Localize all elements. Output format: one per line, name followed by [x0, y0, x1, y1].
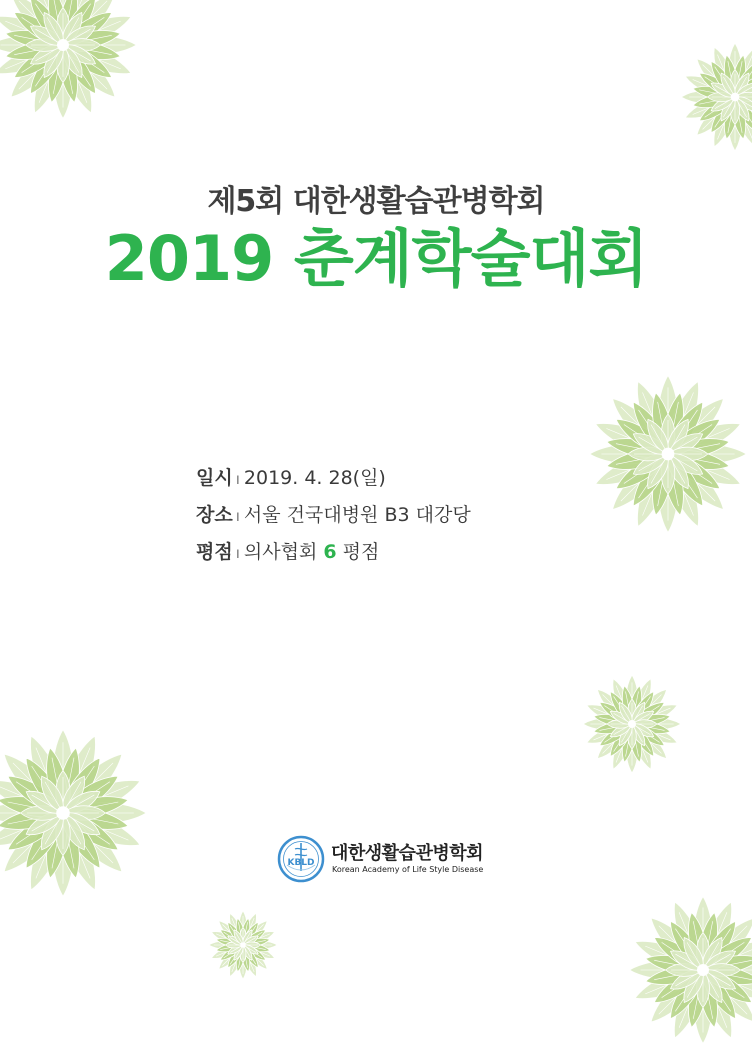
separator: ı	[235, 544, 240, 562]
info-value-suffix: 평점	[336, 541, 380, 563]
info-row-date	[196, 460, 471, 497]
event-title: 2019 춘계학술대회	[104, 222, 648, 295]
credit-count: 6	[323, 541, 337, 563]
info-label: 일시	[196, 467, 233, 489]
flower-decoration-top-left	[0, 0, 138, 120]
info-label: 장소	[196, 504, 233, 526]
flower-decoration-lower-left	[0, 728, 148, 898]
logo-text: KBLD	[287, 858, 315, 868]
flower-center	[662, 448, 675, 461]
flower-center	[697, 964, 709, 976]
flower-decoration-bottom-small	[208, 910, 278, 980]
flower-center	[240, 942, 246, 948]
info-row-credits	[196, 534, 471, 571]
event-subtitle: 제5회 대한생활습관병학회	[207, 184, 545, 219]
organization-name-english: Korean Academy of Life Style Disease	[332, 865, 484, 874]
info-label: 평점	[196, 541, 233, 563]
info-value: 2019. 4. 28(일)	[243, 467, 386, 489]
info-row-venue	[196, 497, 471, 534]
flower-center	[628, 720, 636, 728]
flower-decoration-bottom-right	[628, 895, 752, 1045]
separator: ı	[235, 507, 240, 525]
flower-center	[731, 93, 740, 102]
organization-name: 대한생활습관병학회	[331, 843, 483, 864]
flower-center	[57, 39, 69, 51]
kbld-logo-icon	[277, 835, 325, 883]
event-info	[196, 460, 471, 571]
separator: ı	[235, 470, 240, 488]
flower-decoration-middle-right	[588, 374, 748, 534]
flower-decoration-top-right	[680, 42, 752, 152]
flower-decoration-lower-right	[582, 674, 682, 774]
info-value: 서울 건국대병원 B3 대강당	[243, 504, 471, 526]
flower-center	[56, 806, 70, 820]
info-value-prefix: 의사협회	[243, 541, 324, 563]
